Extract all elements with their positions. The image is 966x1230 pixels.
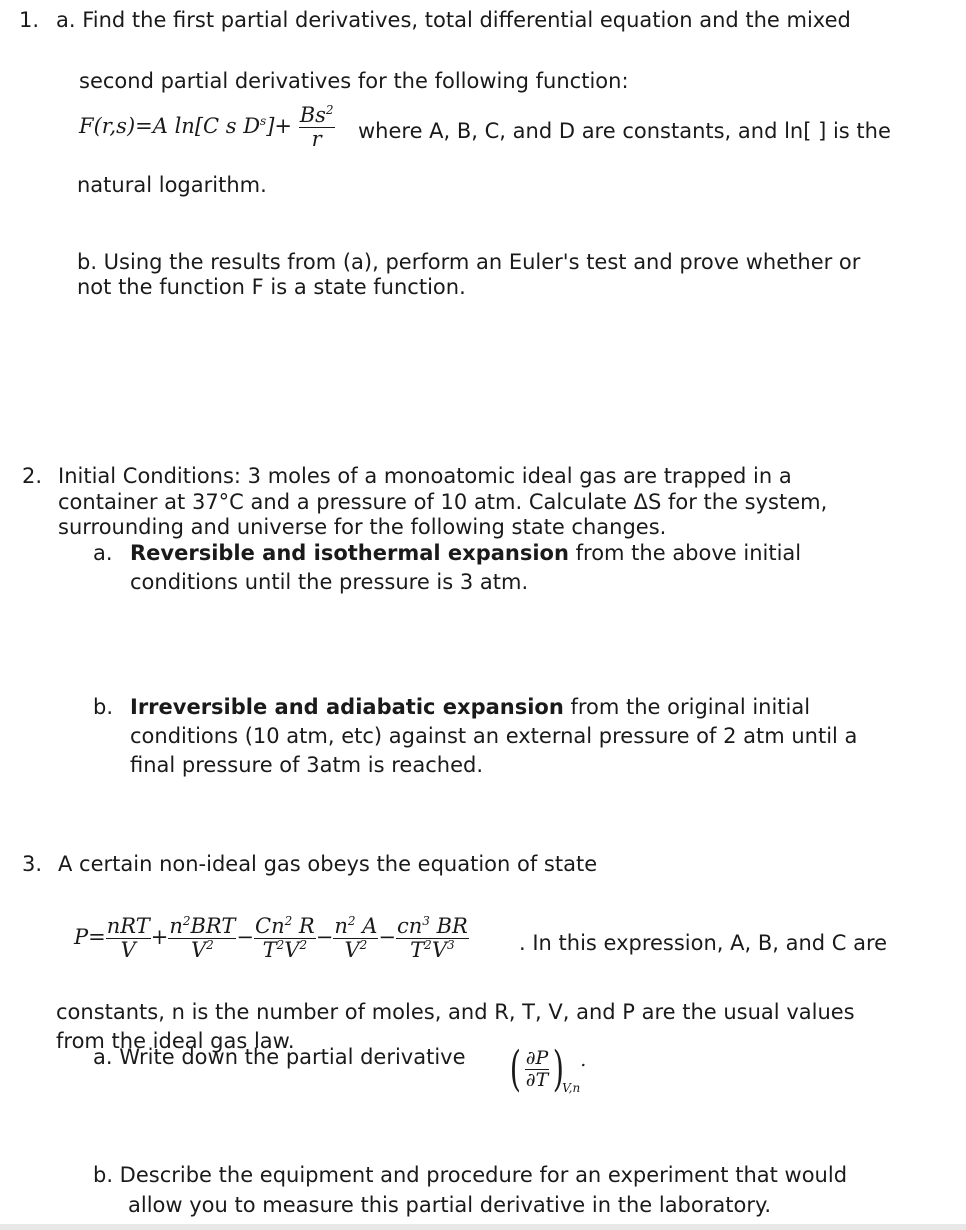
eq-term5-db: V [431,938,447,963]
eq-term5-db-exp: 3 [446,938,455,953]
q2b-line3: final pressure of 3atm is reached. [130,753,484,777]
q2a-rest: from the above initial [568,541,802,565]
eq-term2-n-rest: BRT [190,914,236,938]
q2b-line2: conditions (10 atm, etc) against an external pressure of 2 atm until a [130,724,858,748]
eq-term2-n: n [169,914,183,938]
q2-line2: container at 37°C and a pressure of 10 atm. Calculate ΔS for the system, [58,490,828,514]
deriv-left-paren: ( [509,1041,521,1097]
eq-term3-n-rest: R [292,914,315,938]
deriv-den: ∂T [525,1068,549,1091]
q2b-label: b. [93,695,114,719]
q3-number: 3. [22,852,43,876]
eq-term1-num: nRT [106,914,150,938]
q2-number: 2. [22,464,43,488]
eq-term3-db-exp: 2 [299,938,308,953]
q2b-text [130,695,810,721]
eq-term4-d: V [344,938,360,963]
q1-function-formula [79,104,335,151]
eq-term3-da: T [262,938,277,963]
eq-term5-da: T [410,938,425,963]
eq-term4-n-rest: A [355,914,378,938]
q2a-line2: conditions until the pressure is 3 atm. [130,570,529,594]
eq-term1-den: V [120,938,136,963]
q1-number: 1. [19,8,40,32]
q2-line1: Initial Conditions: 3 moles of a monoatomic ideal gas are trapped in a [58,464,792,488]
eq-term2-n-exp: 2 [182,914,191,928]
formula-lhs: F(r,s)=A ln[C s D [79,114,261,139]
q2a-text [130,541,801,567]
q3b-line2: allow you to measure this partial derivative in the laboratory. [128,1193,772,1217]
q2b-rest: from the original initial [563,695,811,719]
eq-term3-n-exp: 2 [284,914,293,928]
deriv-num: ∂P [525,1046,549,1069]
q3-line1: A certain non-ideal gas obeys the equation of state [58,852,598,876]
formula-fraction [299,104,335,151]
eq-minus2: − [315,925,334,950]
q3-line4: from the ideal gas law. [56,1029,295,1053]
q2-line3: surrounding and universe for the following state changes. [58,515,667,539]
deriv-tail: . [580,1049,587,1071]
q3-partial-derivative [506,1041,587,1097]
eq-plus: + [150,925,169,950]
formula-denominator: r [311,127,322,152]
eq-term5-n-rest: BR [429,914,468,938]
q3b-line1: b. Describe the equipment and procedure for an experiment that would [93,1163,848,1187]
q1b-line2: not the function F is a state function. [77,275,466,299]
formula-numerator: Bs [299,103,326,127]
eq-term3-da-exp: 2 [276,938,285,953]
q3-equation-of-state [74,915,469,962]
eq-term2-d-exp: 2 [206,938,214,953]
q2a-label: a. [93,541,113,565]
q3-line3: constants, n is the number of moles, and R, T, V, and P are the usual values [56,1000,855,1024]
eq-p: P= [74,925,106,950]
eq-minus3: − [378,925,396,950]
q1a-line4: natural logarithm. [77,173,267,197]
q2b-bold: Irreversible and adiabatic expansion [130,695,564,719]
eq-term4-d-exp: 2 [359,938,368,953]
formula-bracket: ]+ [266,114,293,139]
eq-term5-da-exp: 2 [424,938,432,953]
q1b-line1: b. Using the results from (a), perform an Euler's test and prove whether or [77,250,861,274]
q1a-line2: second partial derivatives for the following function: [79,69,629,93]
eq-term3 [254,915,316,962]
eq-minus1: − [236,925,254,950]
eq-term2-d: V [190,938,207,963]
q1a-line1: a. Find the first partial derivatives, total differential equation and the mixed [56,8,851,32]
eq-term5 [396,915,469,962]
q2a-bold: Reversible and isothermal expansion [130,541,569,565]
q3-eq-tail: . In this expression, A, B, and C are [519,931,888,955]
eq-term3-n: Cn [255,914,285,938]
eq-term1 [106,915,151,962]
eq-term4 [333,915,378,962]
q1-where-text: where A, B, C, and D are constants, and ln[ ] is the [358,119,891,143]
deriv-right-paren: ) [553,1041,565,1097]
formula-num-exponent: 2 [325,103,334,117]
eq-term3-db: V [284,938,300,963]
q3a-text: a. Write down the partial derivative [93,1045,466,1069]
eq-term4-n: n [334,914,348,938]
eq-term5-n-exp: 3 [422,914,430,928]
eq-term2 [168,915,236,962]
eq-term5-n: cn [396,914,423,938]
formula-exponent: s [260,114,267,129]
page-bottom-edge [0,1224,966,1230]
eq-term4-n-exp: 2 [347,914,356,928]
deriv-subscript: V,n [562,1081,581,1095]
